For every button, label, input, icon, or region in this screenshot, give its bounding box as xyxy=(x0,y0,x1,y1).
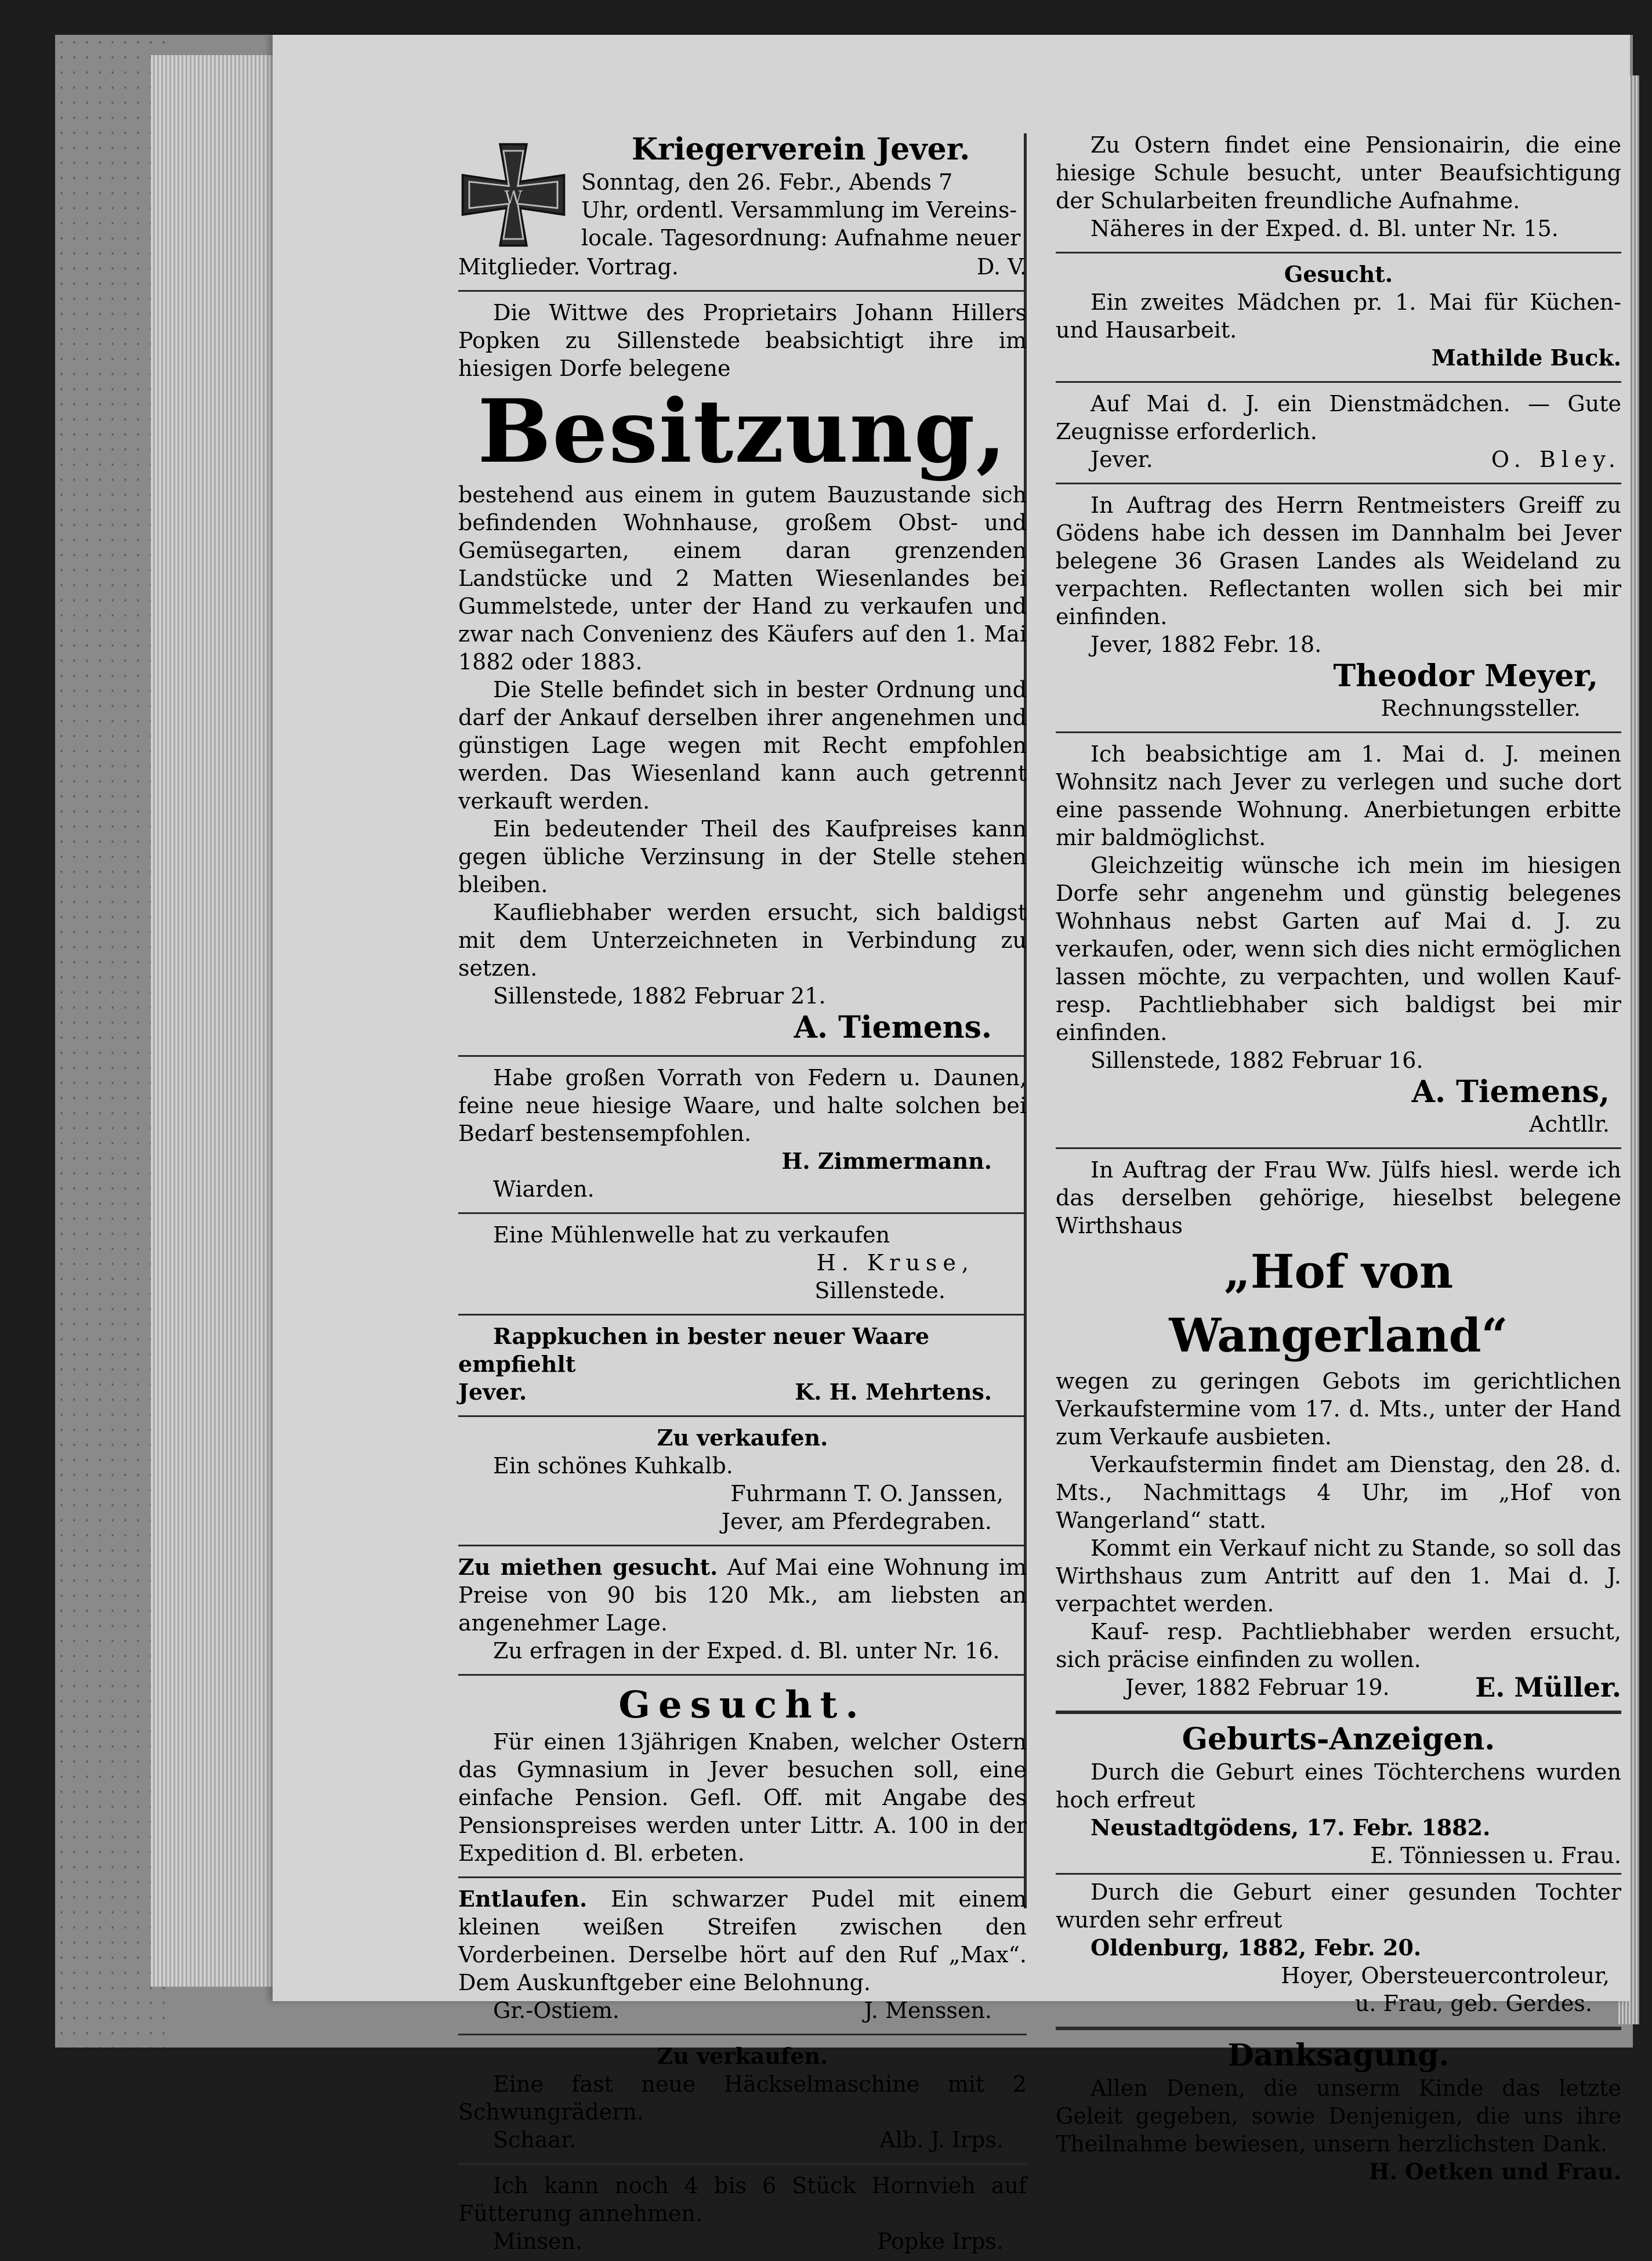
pension-ref: Näheres in der Exped. d. Bl. unter Nr. 15. xyxy=(1091,216,1559,241)
dank-heading: Danksagung. xyxy=(1227,2038,1450,2073)
left-column xyxy=(458,128,1027,2261)
kriegerverein-sign: D. V. xyxy=(976,254,1027,280)
geburt-a1-text: Durch die Geburt eines Töchterchens wurden hoch erfreut xyxy=(1056,1759,1621,1813)
federn-text: Habe großen Vorrath von Federn u. Daunen, feine neue hiesige Waare, und halte solchen bei Bedarf bestensempfohlen. xyxy=(458,1065,1027,1146)
rule xyxy=(1056,381,1621,383)
pudel-place: Gr.-Ostiem. xyxy=(493,1998,620,2023)
pudel-lead: Entlaufen. xyxy=(458,1886,588,1912)
rapp-signature: K. H. Mehrtens. xyxy=(795,1379,992,1405)
rule xyxy=(1056,483,1621,484)
hof-heading: „Hof von Wangerland“ xyxy=(1169,1244,1508,1363)
gesucht-heading: Gesucht. xyxy=(618,1683,867,1727)
maedchen-heading: Gesucht. xyxy=(1284,261,1393,287)
muehle-text: Eine Mühlenwelle hat zu verkaufen xyxy=(493,1222,890,1248)
weide-place: Jever, 1882 Febr. 18. xyxy=(1091,632,1322,657)
ad-muehlenwelle xyxy=(458,1218,1027,1310)
right-column xyxy=(1056,128,1621,2191)
besitzung-p2: Die Stelle befindet sich in bester Ordnung und darf der Ankauf derselben ihrer angenehmen und günstigen Lage wegen mit Recht empfohlen werden. Das Wiesenland kann auch getrennt verkauft werden. xyxy=(458,677,1027,814)
rule xyxy=(458,1415,1027,1417)
ad-federn xyxy=(458,1060,1027,1209)
geburt-a1-place: Neustadtgödens, 17. Febr. 1882. xyxy=(1091,1814,1491,1840)
rule xyxy=(458,2034,1027,2035)
kriegerverein-line1: Sonntag, den 26. Febr., Abends 7 xyxy=(581,169,953,195)
ad-gesucht-pension xyxy=(458,1679,1027,1873)
kriegerverein-title: Kriegerverein Jever. xyxy=(631,132,970,167)
rule-thick xyxy=(1056,2027,1621,2030)
wohnsitz-p2: Gleichzeitig wünsche ich mein im hiesigen Dorfe sehr angenehm und günstig belegenes Wohnhaus nebst Garten auf Mai d. J. zu verkaufen, oder, wenn sich dies nicht ermöglichen lassen möchte, zu verpachten, und wollen Kauf- resp. Pachtliebhaber sich baldigst bei mir einfinden. xyxy=(1056,853,1621,1045)
hof-p4: Kauf- resp. Pachtliebhaber werden ersucht, sich präcise einfinden zu wollen. xyxy=(1056,1619,1621,1672)
hornvieh-place: Minsen. xyxy=(493,2229,583,2254)
haecksel-place: Schaar. xyxy=(493,2127,577,2153)
ad-weideland xyxy=(1056,488,1621,728)
geburt-a1-signature: E. Tönniessen u. Frau. xyxy=(1370,1843,1621,1868)
hornvieh-signature: Popke Irps. xyxy=(877,2229,1003,2254)
besitzung-intro: Die Wittwe des Proprietairs Johann Hillers Popken zu Sillenstede beabsichtigt ihre im hiesigen Dorfe belegene xyxy=(458,300,1027,381)
rule xyxy=(1056,1147,1621,1149)
kalb-address: Jever, am Pferdegraben. xyxy=(721,1509,992,1534)
rule xyxy=(458,1674,1027,1676)
haecksel-heading: Zu verkaufen. xyxy=(657,2043,828,2069)
ad-pensionairin xyxy=(1056,128,1621,248)
besitzung-heading: Besitzung, xyxy=(477,381,1008,483)
rule-thick xyxy=(1056,1711,1621,1714)
rule xyxy=(458,1212,1027,1214)
ad-geburts-anzeigen xyxy=(1056,1718,1621,2023)
hof-place: Jever, 1882 Februar 19. xyxy=(1125,1675,1390,1700)
haecksel-signature: Alb. J. Irps. xyxy=(879,2127,1003,2153)
rule xyxy=(458,1876,1027,1878)
besitzung-p4: Kaufliebhaber werden ersucht, sich baldigst mit dem Unterzeichneten in Verbindung zu setzen. xyxy=(458,900,1027,981)
pudel-text: Ein schwarzer Pudel mit einem kleinen weißen Streifen zwischen den Vorderbeinen. Derselbe hört auf den Ruf „Max“. Dem Auskunftgeber eine Belohnung. xyxy=(458,1886,1027,1995)
rapp-text: Rappkuchen in bester neuer Waare empfiehlt xyxy=(458,1323,930,1377)
ad-rappkuchen xyxy=(458,1319,1027,1412)
maedchen-text: Ein zweites Mädchen pr. 1. Mai für Küchen- und Hausarbeit. xyxy=(1056,289,1621,343)
dienst-place: Jever. xyxy=(1091,447,1153,472)
ad-wohnung xyxy=(458,1550,1027,1671)
rapp-place: Jever. xyxy=(458,1379,527,1405)
dank-text: Allen Denen, die unserm Kinde das letzte Geleit gegeben, sowie Denjenigen, die uns ihre Theilnahme bewiesen, unsern herzlichsten Dank. xyxy=(1056,2075,1621,2157)
hof-signature: E. Müller. xyxy=(1475,1672,1621,1703)
hof-intro: In Auftrag der Frau Ww. Jülfs hiesl. werde ich das derselben gehörige, hieselbst belegene Wirthshaus xyxy=(1056,1157,1621,1238)
haecksel-text: Eine fast neue Häckselmaschine mit 2 Schwungrädern. xyxy=(458,2071,1027,2125)
ad-kuhkalb xyxy=(458,1421,1027,1541)
geburt-a2-signature-2: u. Frau, geb. Gerdes. xyxy=(1354,1991,1592,2016)
rule xyxy=(1056,1873,1621,1875)
besitzung-p3: Ein bedeutender Theil des Kaufpreises kann gegen übliche Verzinsung in der Stelle stehen bleiben. xyxy=(458,816,1027,897)
hof-p3: Kommt ein Verkauf nicht zu Stande, so soll das Wirthshaus zum Antritt auf den 1. Mai d. J. verpachtet werden. xyxy=(1056,1535,1621,1617)
muehle-signature: H. Kruse, xyxy=(816,1250,974,1276)
wohnung-ref: Zu erfragen in der Exped. d. Bl. unter Nr. 16. xyxy=(493,1638,1000,1664)
ad-pudel xyxy=(458,1882,1027,2030)
hof-p2: Verkaufstermin findet am Dienstag, den 28. d. Mts., Nachmittags 4 Uhr, im „Hof von Wangerland“ statt. xyxy=(1056,1452,1621,1533)
ad-danksagung xyxy=(1056,2034,1621,2191)
geburt-a2-place: Oldenburg, 1882, Febr. 20. xyxy=(1091,1934,1422,1961)
kriegerverein-line4: Mitglieder. Vortrag. xyxy=(458,254,679,280)
wohnsitz-place: Sillenstede, 1882 Februar 16. xyxy=(1091,1048,1423,1073)
geburt-a2-signature: Hoyer, Obersteuercontroleur, xyxy=(1281,1963,1610,1988)
kalb-heading: Zu verkaufen. xyxy=(657,1425,828,1451)
besitzung-signature: A. Tiemens. xyxy=(794,1010,992,1045)
wohnsitz-role: Achtllr. xyxy=(1529,1111,1610,1137)
dank-signature: H. Oetken und Frau. xyxy=(1368,2158,1621,2184)
wohnung-lead: Zu miethen gesucht. xyxy=(458,1554,718,1580)
federn-signature: H. Zimmermann. xyxy=(781,1148,992,1174)
ad-haeckselmaschine xyxy=(458,2039,1027,2159)
besitzung-p1: bestehend aus einem in gutem Bauzustande sich befindenden Wohnhause, großem Obst- und Gemüsegarten, einem daran grenzenden Landstücke und 2 Matten Wiesenlandes bei Gummelstede, unter der Hand zu verkaufen und zwar nach Convenienz des Käufers auf den 1. Mai 1882 oder 1883. xyxy=(458,482,1027,675)
pudel-signature: J. Menssen. xyxy=(864,1998,992,2023)
rule xyxy=(1056,731,1621,733)
ad-besitzung xyxy=(458,295,1027,1052)
muehle-place: Sillenstede. xyxy=(814,1278,945,1303)
ad-hof-von-wangerland xyxy=(1056,1153,1621,1707)
ad-dienstmaedchen xyxy=(1056,386,1621,479)
pension-text: Zu Ostern findet eine Pensionairin, die eine hiesige Schule besucht, unter Beaufsichtigung der Schularbeiten freundliche Aufnahme. xyxy=(1056,132,1621,213)
weide-text: In Auftrag des Herrn Rentmeisters Greiff zu Gödens habe ich dessen im Dannhalm bei Jever belegene 36 Grasen Landes als Weideland zu verpachten. Reflectanten wollen sich bei mir einfinden. xyxy=(1056,492,1621,629)
kalb-text: Ein schönes Kuhkalb. xyxy=(493,1453,733,1479)
svg-text:W: W xyxy=(504,188,523,209)
kriegerverein-line3: locale. Tagesordnung: Aufnahme neuer xyxy=(581,225,1021,251)
rule xyxy=(1056,252,1621,253)
gesucht-text: Für einen 13jährigen Knaben, welcher Ostern das Gymnasium in Jever besuchen soll, eine einfache Pension. Gefl. Off. mit Angabe des Pensionspreises werden unter Littr. A. 100 in der Expedition d. Bl. erbeten. xyxy=(458,1729,1027,1866)
geburt-a2-text: Durch die Geburt einer gesunden Tochter wurden sehr erfreut xyxy=(1056,1879,1621,1933)
ad-wohnsitz xyxy=(1056,737,1621,1144)
geburt-heading: Geburts-Anzeigen. xyxy=(1182,1722,1495,1757)
rule xyxy=(458,1314,1027,1316)
weide-signature: Theodor Meyer, xyxy=(1333,658,1598,694)
ad-hornvieh xyxy=(458,2168,1027,2261)
rule xyxy=(458,1055,1027,1057)
ad-kriegerverein xyxy=(458,128,1027,287)
kriegerverein-line2: Uhr, ordentl. Versammlung im Vereins- xyxy=(581,197,1017,223)
hornvieh-text: Ich kann noch 4 bis 6 Stück Hornvieh auf Fütterung annehmen. xyxy=(458,2173,1027,2226)
ad-maedchen xyxy=(1056,257,1621,378)
kalb-signature: Fuhrmann T. O. Janssen, xyxy=(730,1481,1003,1506)
dienst-text: Auf Mai d. J. ein Dienstmädchen. — Gute Zeugnisse erforderlich. xyxy=(1056,391,1621,444)
hof-p1: wegen zu geringen Gebots im gerichtlichen Verkaufstermine vom 17. d. Mts., unter der Hand zum Verkaufe ausbieten. xyxy=(1056,1368,1621,1450)
wohnung-text: Auf Mai eine Wohnung im Preise von 90 bis 120 Mk., am liebsten an angenehmer Lage. xyxy=(458,1555,1027,1636)
maedchen-signature: Mathilde Buck. xyxy=(1431,345,1621,371)
wohnsitz-signature: A. Tiemens, xyxy=(1411,1074,1610,1110)
besitzung-place: Sillenstede, 1882 Februar 21. xyxy=(493,983,826,1009)
federn-place: Wiarden. xyxy=(493,1176,595,1202)
rule xyxy=(458,1545,1027,1546)
iron-cross-icon xyxy=(458,137,568,253)
rule xyxy=(458,2163,1027,2165)
dienst-signature: O. Bley. xyxy=(1491,447,1621,472)
rule xyxy=(458,290,1027,292)
wohnsitz-p1: Ich beabsichtige am 1. Mai d. J. meinen Wohnsitz nach Jever zu verlegen und suche dort eine passende Wohnung. Anerbietungen erbitte mir baldmöglichst. xyxy=(1056,741,1621,850)
weide-role: Rechnungssteller. xyxy=(1381,695,1581,721)
